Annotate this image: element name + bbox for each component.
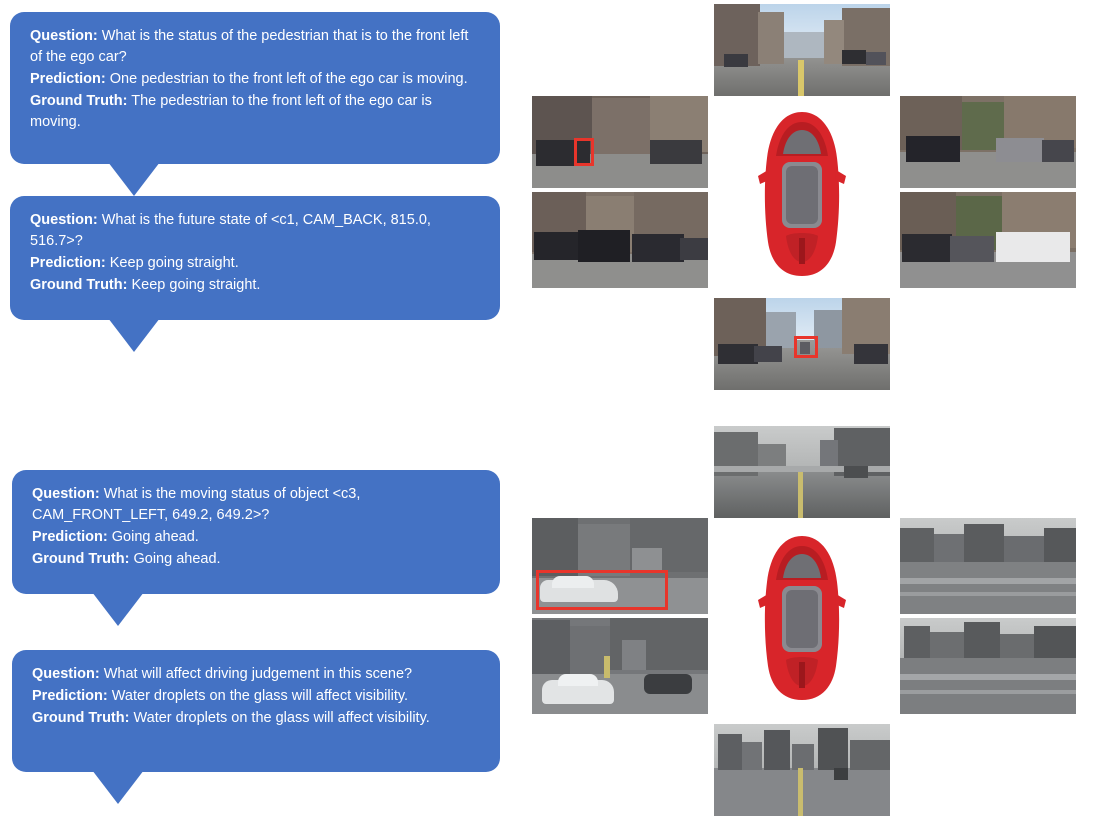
question-line	[30, 210, 482, 252]
qa-bubble-2	[10, 196, 500, 320]
scene-example-2	[532, 422, 1092, 822]
camera-cam-front	[714, 426, 890, 518]
question-label: Question:	[30, 212, 98, 228]
ground-truth-text: The pedestrian to the front left of the ego car is moving.	[30, 93, 432, 131]
camera-cam-back	[714, 724, 890, 816]
ground-truth-line	[32, 549, 482, 570]
camera-cam-front-right	[900, 96, 1076, 188]
ground-truth-line	[30, 275, 482, 296]
ground-truth-label: Ground Truth:	[32, 551, 130, 568]
ground-truth-text: Water droplets on the glass will affect visibility.	[133, 710, 430, 727]
question-label: Question:	[32, 666, 100, 682]
question-text: What will affect driving judgement in this scene?	[103, 666, 413, 682]
prediction-line	[32, 686, 482, 707]
ground-truth-text: Keep going straight.	[131, 277, 261, 294]
highlight-box-pedestrian	[574, 138, 594, 166]
ego-car-icon	[752, 110, 852, 280]
prediction-text: One pedestrian to the front left of the ego car is moving.	[109, 71, 468, 88]
question-text: What is the future state of <c1, CAM_BACK, 815.0, 516.7>?	[30, 212, 431, 250]
ground-truth-label: Ground Truth:	[30, 277, 128, 294]
prediction-label: Prediction:	[32, 529, 108, 546]
ground-truth-label: Ground Truth:	[32, 710, 130, 727]
camera-cam-front	[714, 4, 890, 96]
bubble-tail-3	[92, 592, 144, 626]
bubble-tail-1	[108, 162, 160, 196]
ego-vehicle	[752, 110, 852, 280]
question-label: Question:	[32, 486, 100, 502]
camera-cam-back-right	[900, 618, 1076, 714]
prediction-line	[30, 253, 482, 274]
camera-cam-back	[714, 298, 890, 390]
ego-vehicle	[752, 534, 852, 704]
ground-truth-text: Going ahead.	[133, 551, 221, 568]
camera-cam-front-left	[532, 518, 708, 614]
prediction-line	[30, 69, 482, 90]
qa-bubble-4	[12, 650, 500, 772]
bubble-tail-4	[92, 770, 144, 804]
highlight-box-c1	[794, 336, 818, 358]
camera-cam-front-left	[532, 96, 708, 188]
ground-truth-line	[30, 91, 482, 133]
prediction-label: Prediction:	[30, 255, 106, 272]
camera-cam-front-right	[900, 518, 1076, 614]
ground-truth-label: Ground Truth:	[30, 93, 128, 110]
prediction-line	[32, 527, 482, 548]
prediction-text: Keep going straight.	[109, 255, 239, 272]
ground-truth-line	[32, 708, 482, 729]
qa-bubble-3	[12, 470, 500, 594]
camera-cam-back-left	[532, 192, 708, 288]
prediction-text: Going ahead.	[111, 529, 199, 546]
camera-cam-back-right	[900, 192, 1076, 288]
prediction-label: Prediction:	[32, 688, 108, 705]
prediction-label: Prediction:	[30, 71, 106, 88]
prediction-text: Water droplets on the glass will affect visibility.	[111, 688, 409, 705]
question-text: What is the status of the pedestrian that is to the front left of the ego car?	[30, 28, 469, 66]
scene-example-1	[532, 0, 1092, 400]
question-line	[32, 484, 482, 526]
bubble-tail-2	[108, 318, 160, 352]
question-label: Question:	[30, 28, 98, 44]
question-line	[32, 664, 482, 685]
camera-cam-back-left	[532, 618, 708, 714]
highlight-box-c3	[536, 570, 668, 610]
question-line	[30, 26, 482, 68]
qa-bubble-1	[10, 12, 500, 164]
question-text: What is the moving status of object <c3, CAM_FRONT_LEFT, 649.2, 649.2>?	[32, 486, 361, 524]
ego-car-icon	[752, 534, 852, 704]
